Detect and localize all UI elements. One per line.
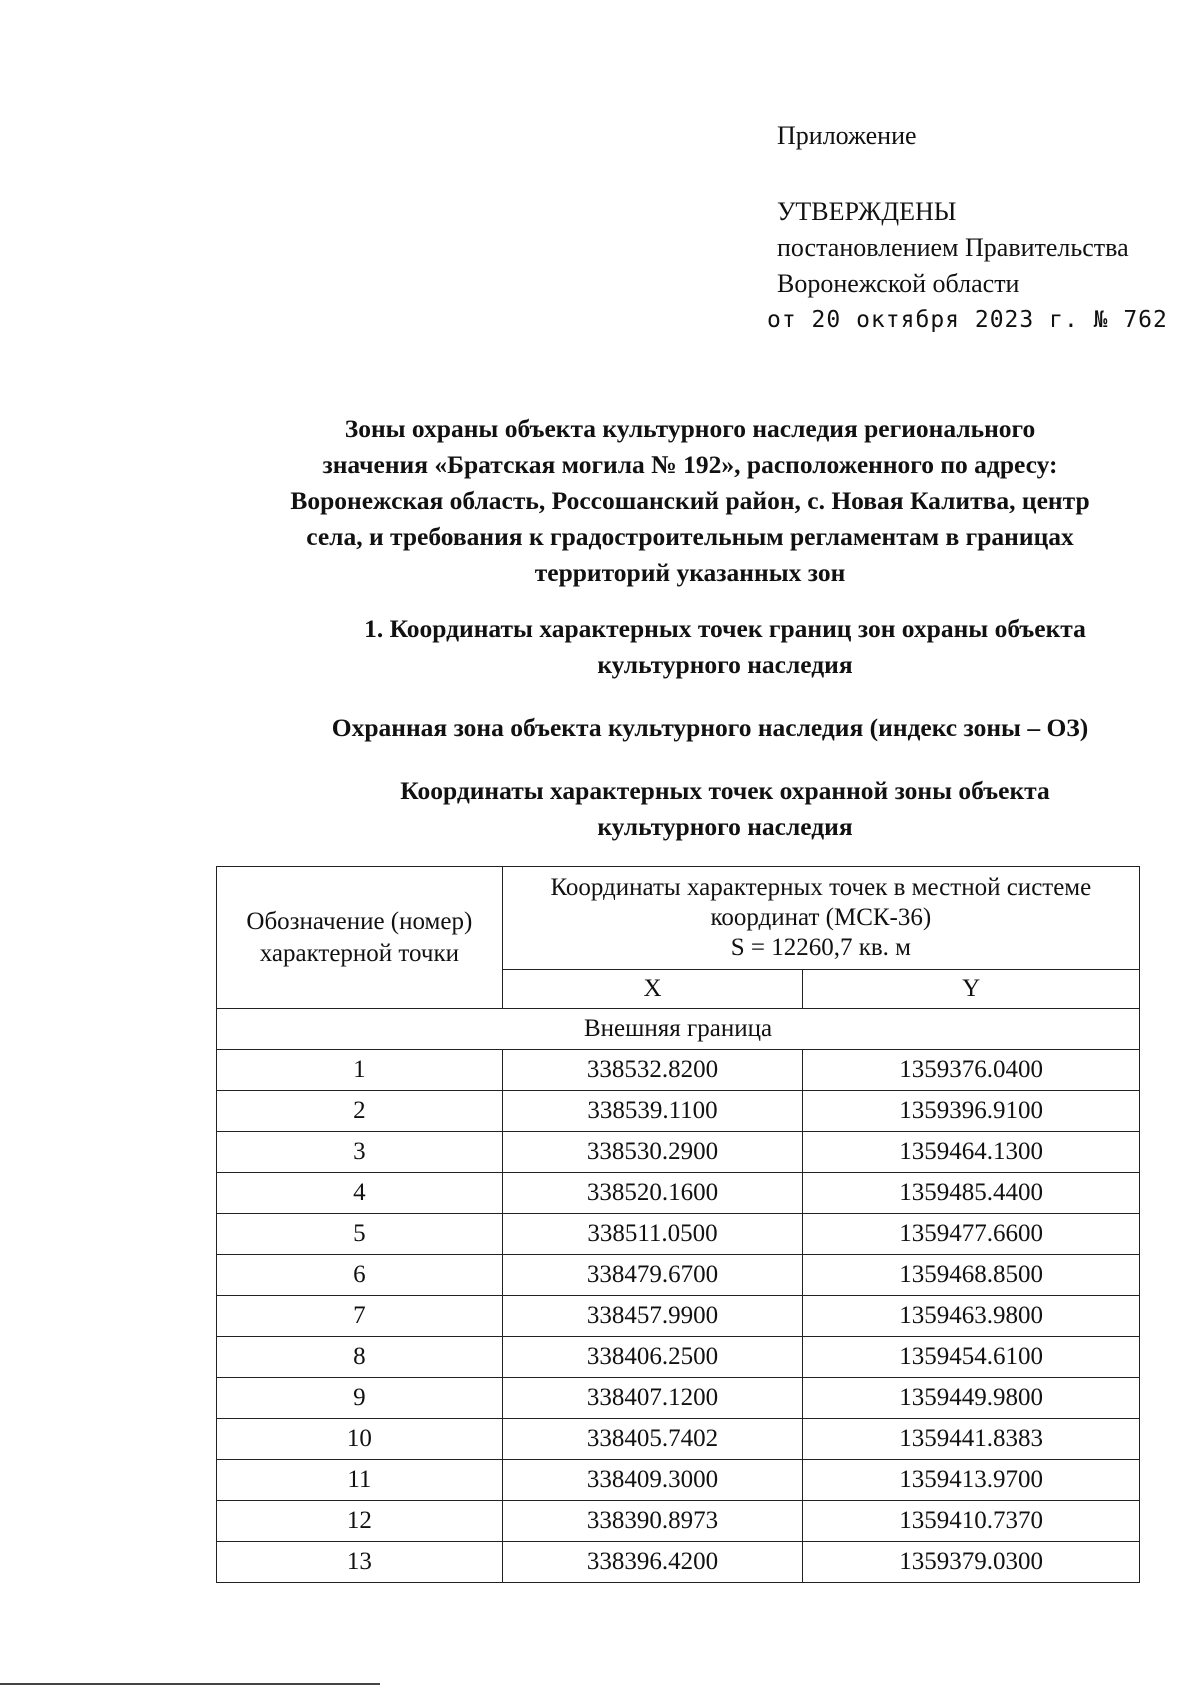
x-coordinate-cell: 338530.2900: [502, 1132, 803, 1173]
y-coordinate-cell: 1359379.0300: [803, 1542, 1140, 1583]
table-body: [217, 1009, 1140, 1583]
y-coordinate-cell: 1359454.6100: [803, 1337, 1140, 1378]
point-number-cell: 3: [217, 1132, 503, 1173]
table-row: [217, 1460, 1140, 1501]
table-heading-line: культурного наследия: [597, 812, 853, 841]
header-y: Y: [803, 970, 1140, 1009]
table-row: [217, 1173, 1140, 1214]
point-number-cell: 1: [217, 1050, 503, 1091]
y-coordinate-cell: 1359376.0400: [803, 1050, 1140, 1091]
point-number-cell: 5: [217, 1214, 503, 1255]
x-coordinate-cell: 338539.1100: [502, 1091, 803, 1132]
y-coordinate-cell: 1359413.9700: [803, 1460, 1140, 1501]
x-coordinate-cell: 338511.0500: [502, 1214, 803, 1255]
section-heading: [300, 611, 1150, 683]
approved-label: УТВЕРЖДЕНЫ: [777, 197, 957, 226]
table-row: [217, 1050, 1140, 1091]
footer-rule: [0, 1683, 380, 1685]
approval-date-number: от 20 октября 2023 г. № 762: [767, 307, 1168, 333]
annex-label: Приложение: [777, 121, 917, 150]
section-heading-line: культурного наследия: [597, 650, 853, 679]
header-coordinates-line: координат (МСК-36): [710, 904, 932, 931]
approval-line-1: постановлением Правительства: [777, 233, 1129, 262]
table-heading: [300, 773, 1150, 845]
table-row: [217, 1132, 1140, 1173]
point-number-cell: 12: [217, 1501, 503, 1542]
group-label: Внешняя граница: [217, 1009, 1140, 1050]
table-row: [217, 1419, 1140, 1460]
y-coordinate-cell: 1359449.9800: [803, 1378, 1140, 1419]
x-coordinate-cell: 338390.8973: [502, 1501, 803, 1542]
header-coordinates: [502, 867, 1139, 970]
table-row: [217, 1255, 1140, 1296]
coordinates-table: [216, 866, 1140, 1583]
y-coordinate-cell: 1359477.6600: [803, 1214, 1140, 1255]
title-line: Воронежская область, Россошанский район, с. Новая Калитва, центр: [290, 486, 1090, 515]
approval-line-2: Воронежской области: [777, 269, 1020, 298]
x-coordinate-cell: 338405.7402: [502, 1419, 803, 1460]
section-heading-line: 1. Координаты характерных точек границ зон охраны объекта: [364, 614, 1086, 643]
table-row: [217, 1296, 1140, 1337]
table-heading-line: Координаты характерных точек охранной зоны объекта: [400, 776, 1050, 805]
x-coordinate-cell: 338532.8200: [502, 1050, 803, 1091]
table-row: [217, 1337, 1140, 1378]
y-coordinate-cell: 1359468.8500: [803, 1255, 1140, 1296]
y-coordinate-cell: 1359396.9100: [803, 1091, 1140, 1132]
y-coordinate-cell: 1359463.9800: [803, 1296, 1140, 1337]
table-row: [217, 1542, 1140, 1583]
zone-heading: Охранная зона объекта культурного наследия (индекс зоны – ОЗ): [331, 713, 1089, 742]
y-coordinate-cell: 1359441.8383: [803, 1419, 1140, 1460]
header-coordinates-line: Координаты характерных точек в местной системе: [550, 874, 1092, 901]
x-coordinate-cell: 338406.2500: [502, 1337, 803, 1378]
title-line: значения «Братская могила № 192», расположенного по адресу:: [322, 450, 1058, 479]
approval-block: [767, 118, 1177, 338]
x-coordinate-cell: 338396.4200: [502, 1542, 803, 1583]
x-coordinate-cell: 338407.1200: [502, 1378, 803, 1419]
group-row: [217, 1009, 1140, 1050]
x-coordinate-cell: 338457.9900: [502, 1296, 803, 1337]
document-title: [220, 411, 1160, 591]
table-row: [217, 1378, 1140, 1419]
table-header-row: [217, 867, 1140, 970]
y-coordinate-cell: 1359464.1300: [803, 1132, 1140, 1173]
point-number-cell: 4: [217, 1173, 503, 1214]
x-coordinate-cell: 338520.1600: [502, 1173, 803, 1214]
point-number-cell: 8: [217, 1337, 503, 1378]
point-number-cell: 7: [217, 1296, 503, 1337]
y-coordinate-cell: 1359410.7370: [803, 1501, 1140, 1542]
x-coordinate-cell: 338479.6700: [502, 1255, 803, 1296]
title-line: Зоны охраны объекта культурного наследия регионального: [344, 414, 1036, 443]
header-x: X: [502, 970, 803, 1009]
point-number-cell: 13: [217, 1542, 503, 1583]
header-area: S = 12260,7 кв. м: [730, 934, 911, 961]
title-line: территорий указанных зон: [534, 558, 846, 587]
table-row: [217, 1214, 1140, 1255]
point-number-cell: 9: [217, 1378, 503, 1419]
table-row: [217, 1501, 1140, 1542]
y-coordinate-cell: 1359485.4400: [803, 1173, 1140, 1214]
table-row: [217, 1091, 1140, 1132]
point-number-cell: 2: [217, 1091, 503, 1132]
title-line: села, и требования к градостроительным регламентам в границах: [306, 522, 1074, 551]
point-number-cell: 10: [217, 1419, 503, 1460]
header-point-number: Обозначение (номер) характерной точки: [217, 867, 503, 1009]
x-coordinate-cell: 338409.3000: [502, 1460, 803, 1501]
point-number-cell: 6: [217, 1255, 503, 1296]
point-number-cell: 11: [217, 1460, 503, 1501]
